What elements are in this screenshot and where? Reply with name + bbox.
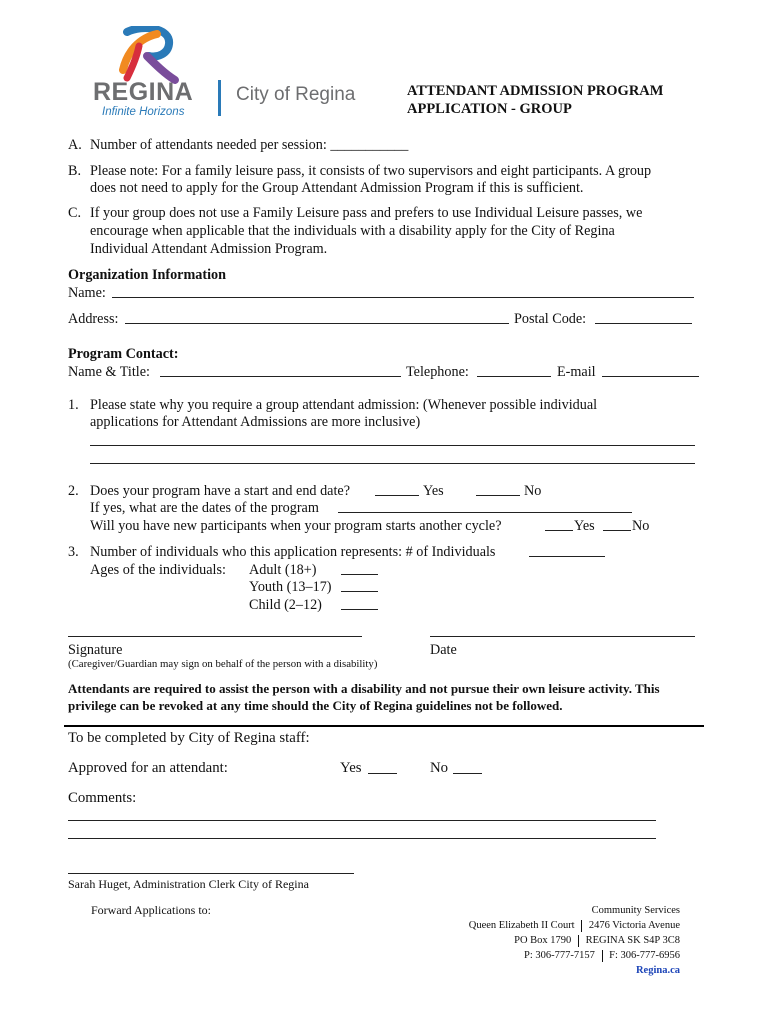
address-line-1 (469, 918, 680, 933)
footer-address (469, 903, 680, 978)
org-postal-field[interactable] (595, 323, 692, 324)
city-name: City of Regina (236, 84, 356, 105)
phone-number: P: 306-777-7157 (524, 950, 595, 961)
item-text: Please note: For a family leisure pass, it consists of two supervisors and eight participants. A group (90, 163, 652, 179)
section-divider (64, 725, 704, 727)
item-marker: C. (68, 205, 82, 221)
signature-label: Signature (68, 642, 123, 658)
fax-number: F: 306-777-6956 (609, 950, 680, 961)
address-separator (578, 935, 579, 947)
q3-adult-label: Adult (18+) (249, 562, 317, 578)
q2-dates-field[interactable] (338, 512, 632, 513)
contact-name-label: Name & Title: (68, 364, 150, 380)
address-part: Queen Elizabeth II Court (468, 920, 575, 931)
org-name-field[interactable] (112, 297, 694, 298)
address-separator (581, 920, 582, 932)
form-title-line1: ATTENDANT ADMISSION PROGRAM (407, 83, 664, 99)
contact-telephone-label: Telephone: (406, 364, 469, 380)
q3-child-field[interactable] (341, 609, 378, 610)
clerk-signature-field[interactable] (68, 873, 354, 874)
department-name: Community Services (591, 905, 680, 916)
question-number: 2. (68, 483, 79, 499)
q3-child-label: Child (2–12) (249, 597, 322, 613)
item-text: Number of attendants needed per session: ___________ (90, 137, 409, 153)
regina-r-logo-icon (113, 26, 183, 86)
contact-email-label: E-mail (557, 364, 596, 380)
q3-count-field[interactable] (529, 556, 605, 557)
org-address-field[interactable] (125, 323, 509, 324)
q3-adult-field[interactable] (341, 574, 378, 575)
org-heading: Organization Information (68, 267, 227, 283)
address-separator (602, 950, 603, 962)
q2-cycle-yes-label: Yes (574, 518, 595, 534)
question-number: 1. (68, 397, 79, 413)
org-address-label: Address: (68, 311, 119, 327)
contact-email-field[interactable] (602, 376, 699, 377)
contact-heading: Program Contact: (68, 346, 179, 362)
question-text: Number of individuals who this application represents: # of Individuals (90, 544, 496, 560)
form-title-line2: APPLICATION - GROUP (407, 101, 572, 117)
org-name-label: Name: (68, 285, 106, 301)
staff-heading: To be completed by City of Regina staff: (68, 730, 310, 746)
item-text: encourage when applicable that the individuals with a disability apply for the City of Regina (90, 223, 615, 239)
q2-dates-label: If yes, what are the dates of the program (90, 500, 319, 516)
q2-no-field[interactable] (476, 495, 520, 496)
attendant-notice-line1: Attendants are required to assist the person with a disability and not pursue their own leisure activity. This (68, 681, 660, 696)
q2-no-label: No (524, 483, 542, 499)
item-marker: A. (68, 137, 82, 153)
caregiver-note: (Caregiver/Guardian may sign on behalf of the person with a disability) (68, 658, 378, 670)
address-part: PO Box 1790 (514, 935, 572, 946)
item-text: Individual Attendant Admission Program. (90, 241, 328, 257)
approved-yes-label: Yes (340, 760, 362, 776)
address-line-2 (469, 933, 680, 948)
q3-youth-field[interactable] (341, 591, 378, 592)
item-text: does not need to apply for the Group Attendant Admission Program if this is sufficient. (90, 180, 584, 196)
website-link[interactable]: Regina.ca (635, 965, 680, 976)
comments-label: Comments: (68, 790, 137, 806)
approved-no-label: No (430, 760, 449, 776)
question-text: Does your program have a start and end date? (90, 483, 351, 499)
forward-label: Forward Applications to: (91, 903, 211, 917)
org-postal-label: Postal Code: (514, 311, 587, 327)
date-field[interactable] (430, 636, 695, 637)
brand-name: REGINA (93, 78, 194, 106)
approved-label: Approved for an attendant: (68, 760, 228, 776)
item-marker: B. (68, 163, 82, 179)
q1-answer-line-1[interactable] (90, 445, 695, 446)
city-logo (88, 24, 378, 124)
address-part: 2476 Victoria Avenue (588, 920, 680, 931)
comments-line-2[interactable] (68, 838, 656, 839)
q2-cycle-no-field[interactable] (603, 530, 631, 531)
brand-tagline: Infinite Horizons (102, 106, 185, 118)
q2-yes-field[interactable] (375, 495, 419, 496)
approved-no-field[interactable] (453, 773, 482, 774)
clerk-name: Sarah Huget, Administration Clerk City of Regina (68, 877, 309, 891)
q2-cycle-yes-field[interactable] (545, 530, 573, 531)
q2-cycle-question: Will you have new participants when your program starts another cycle? (90, 518, 502, 534)
contact-name-field[interactable] (160, 376, 401, 377)
question-text: applications for Attendant Admissions are more inclusive) (90, 414, 421, 430)
logo-divider (218, 80, 221, 116)
q3-youth-label: Youth (13–17) (249, 579, 332, 595)
comments-line-1[interactable] (68, 820, 656, 821)
q1-answer-line-2[interactable] (90, 463, 695, 464)
q2-cycle-no-label: No (632, 518, 650, 534)
approved-yes-field[interactable] (368, 773, 397, 774)
signature-field[interactable] (68, 636, 362, 637)
date-label: Date (430, 642, 457, 658)
contact-telephone-field[interactable] (477, 376, 551, 377)
phone-fax-line (469, 948, 680, 963)
address-part: REGINA SK S4P 3C8 (585, 935, 680, 946)
attendant-notice-line2: privilege can be revoked at any time should the City of Regina guidelines not be followed. (68, 698, 563, 713)
q3-ages-label: Ages of the individuals: (90, 562, 226, 578)
question-text: Please state why you require a group attendant admission: (Whenever possible individual (90, 397, 598, 413)
item-text: If your group does not use a Family Leisure pass and prefers to use Individual Leisure passes, we (90, 205, 643, 221)
q2-yes-label: Yes (423, 483, 444, 499)
question-number: 3. (68, 544, 79, 560)
